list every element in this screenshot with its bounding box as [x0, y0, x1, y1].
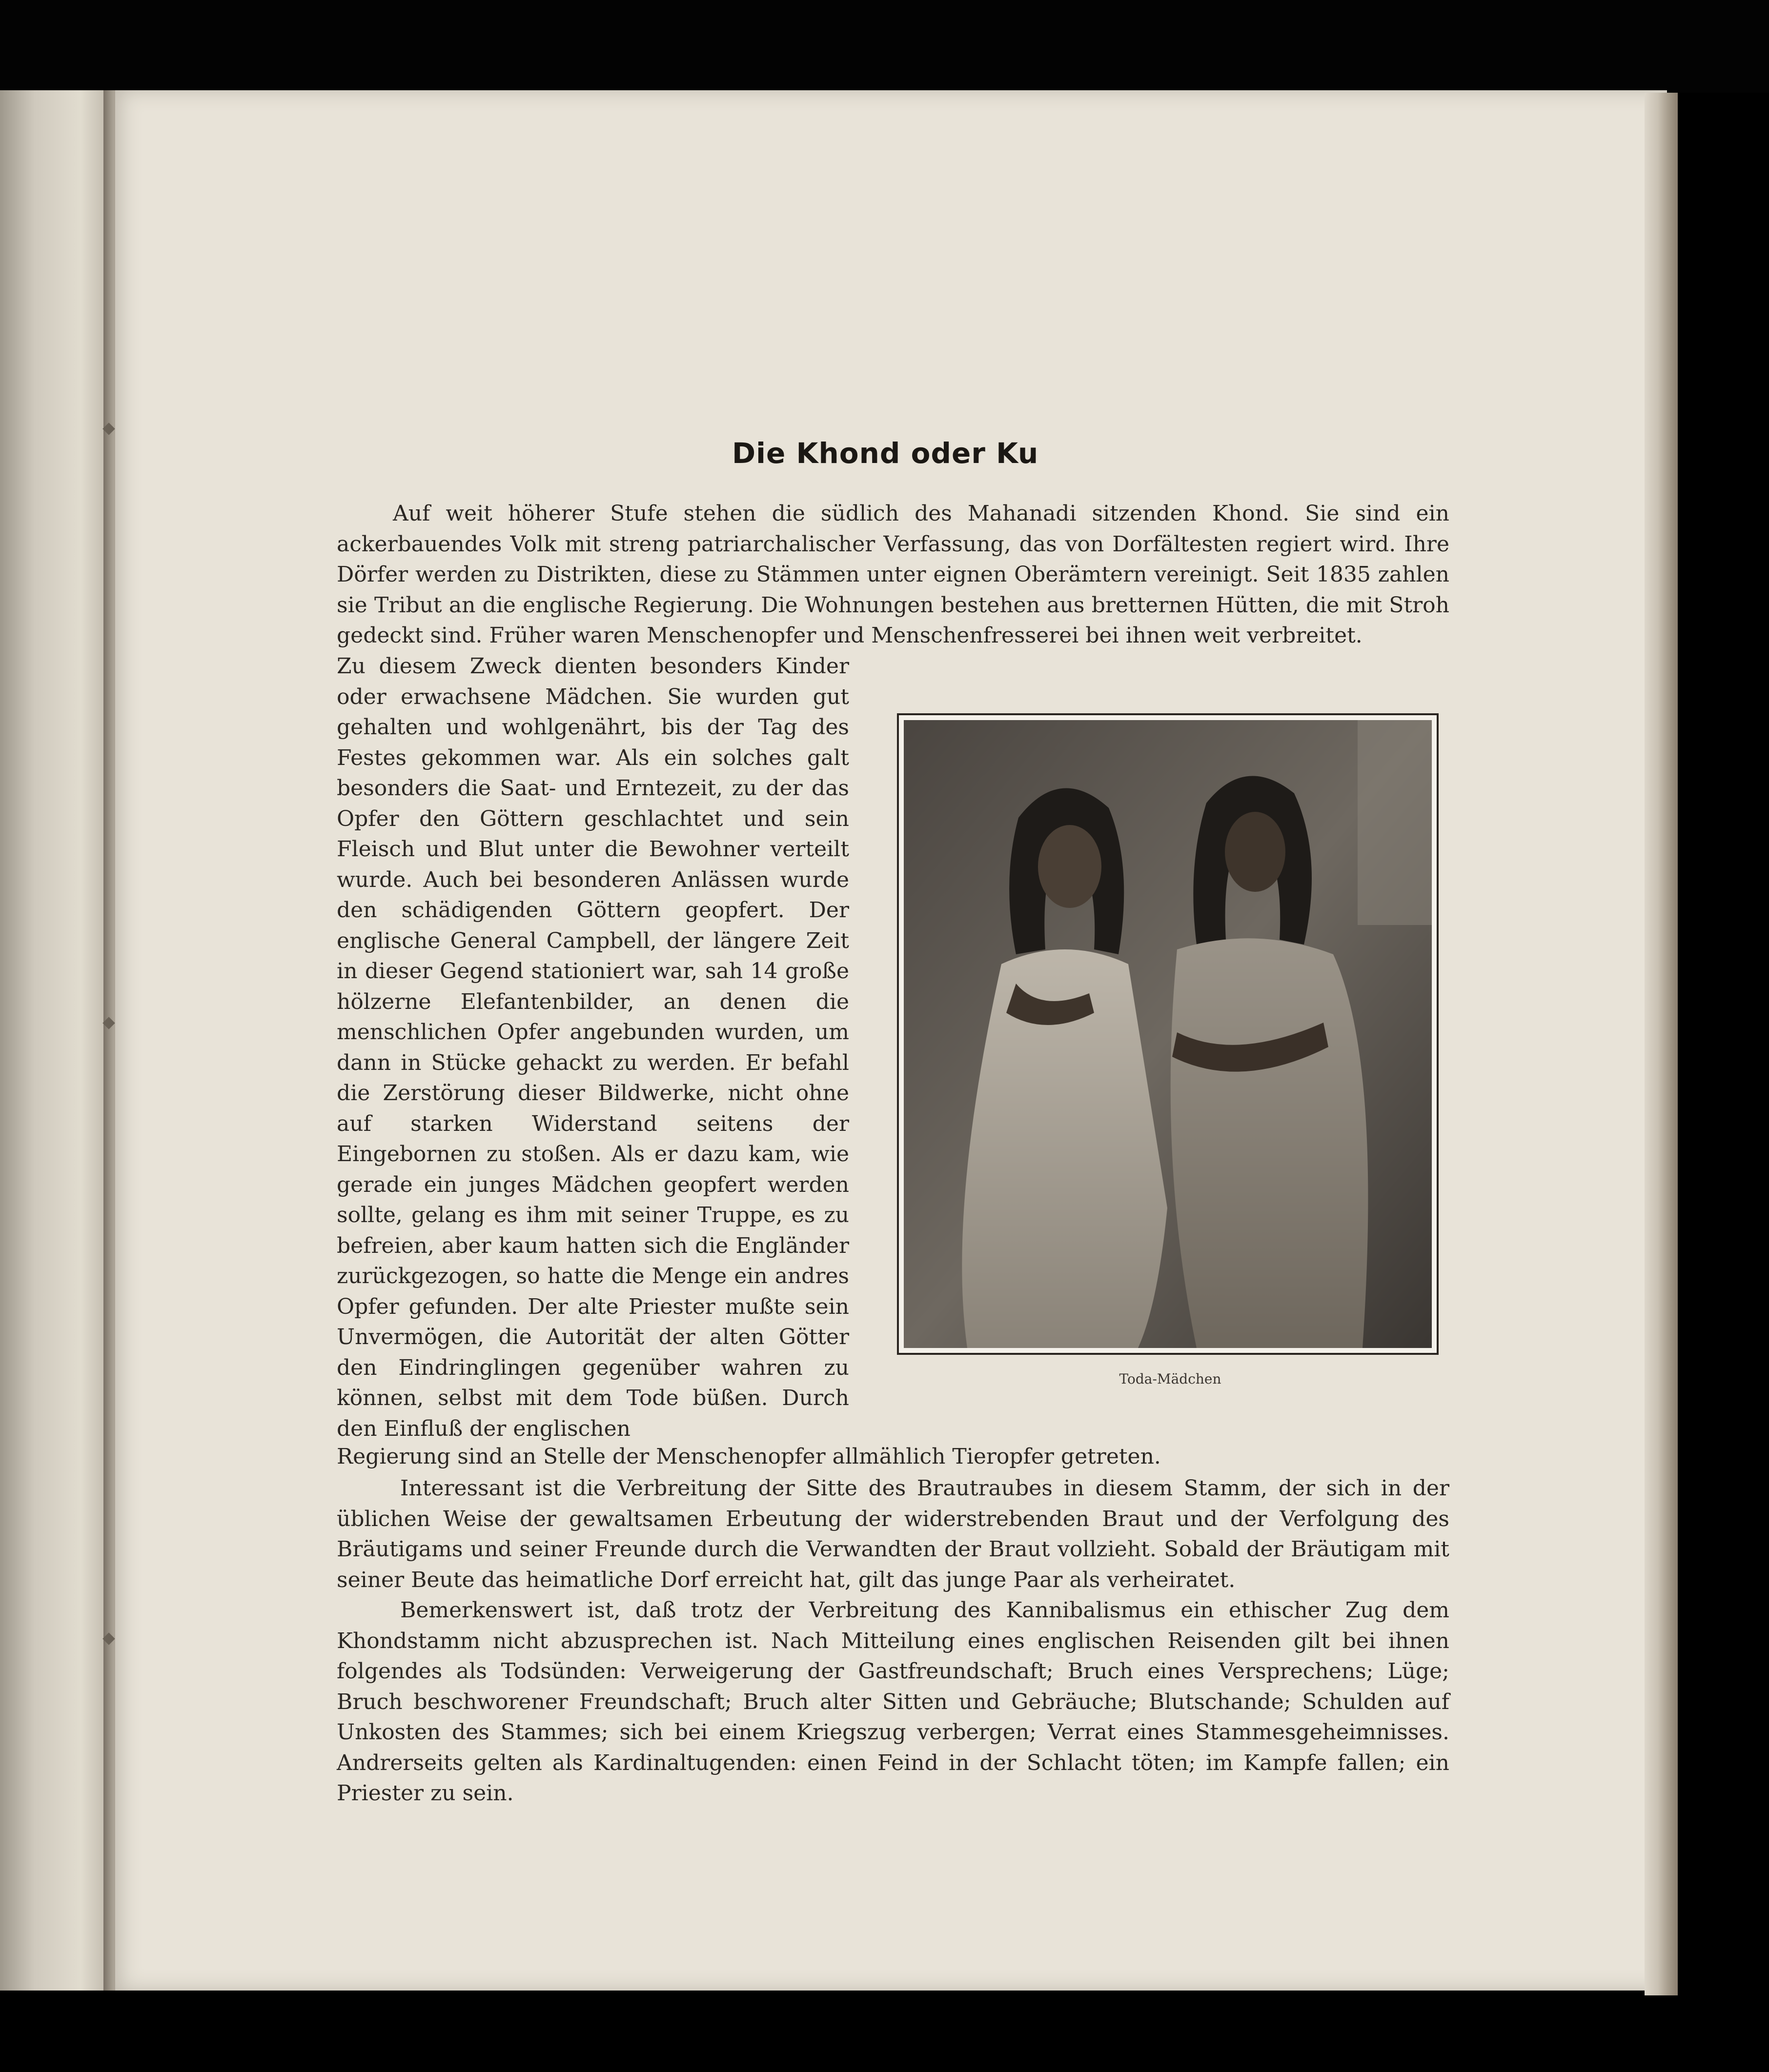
paragraph-intro: Auf weit höherer Stufe stehen die südlich des Mahanadi sitzenden Khond. Sie sind ein ackerbauendes Volk mit streng patriarchalischer Verfassung, das von Dorfältesten regiert wird. Ihre Dörfer werden zu Distrikten, diese zu Stämmen unter eignen Oberämtern vereinigt. Seit 1835 zahlen sie Tribut an die englische Regierung. Die Wohnungen bestehen aus bretternen Hütten, die mit Stroh gedeckt sind. Früher waren Menschenopfer und Menschenfresserei bei ihnen weit verbreitet. [337, 501, 1449, 648]
left-page-edge [0, 90, 115, 1991]
figure-caption: Toda-Mädchen [1119, 1371, 1221, 1387]
paragraph-ethics: Bemerkenswert ist, daß trotz der Verbreitung des Kannibalismus ein ethischer Zug dem Khondstamm nicht abzusprechen ist. Nach Mitteilung eines englischen Reisenden gilt bei ihnen folgendes als Todsünden: Verweigerung der Gastfreundschaft; Bruch eines Versprechens; Lüge; Bruch beschworener Freundschaft; Bruch alter Sitten und Gebräuche; Blutschande; Schulden auf Unkosten des Stammes; sich bei einem Kriegszug verbergen; Verrat eines Stammesgeheimnisses. Andrerseits gelten als Kardinaltugenden: einen Feind in der Schlacht töten; im Kampfe fallen; ein Priester zu sein. [337, 1598, 1449, 1806]
photograph-two-girls-icon [904, 720, 1432, 1348]
figure-frame [897, 713, 1439, 1355]
page-edge [1645, 93, 1678, 1995]
paragraph-brautraub: Interessant ist die Verbreitung der Sitte des Brautraubes in diesem Stamm, der sich in der üblichen Weise der gewaltsamen Erbeutung der widerstrebenden Braut und der Verfolgung des Bräutigams und seiner Freunde durch die Verwandten der Braut vollzieht. Sobald der Bräutigam mit seiner Beute das heimatliche Dorf erreicht hat, gilt das junge Paar als verheiratet. [337, 1476, 1449, 1592]
paragraph-column-text: Zu diesem Zweck dienten besonders Kinder oder erwachsene Mädchen. Sie wurden gut gehalten und wohlgenährt, bis der Tag des Festes gekommen war. Als ein solches galt besonders die Saat- und Erntezeit, zu der das Opfer den Göttern geschlachtet und sein Fleisch und Blut unter die Bewohner verteilt wurde. Auch bei besonderen Anlässen wurde den schädigenden Göttern geopfert. Der englische General Campbell, der längere Zeit in dieser Gegend stationiert war, sah 14 große hölzerne Elefantenbilder, an denen die menschlichen Opfer angebunden wurden, um dann in Stücke gehackt zu werden. Er befahl die Zerstörung dieser Bildwerke, nicht ohne auf starken Widerstand seitens der Eingebornen zu stoßen. Als er dazu kam, wie gerade ein junges Mädchen geopfert werden sollte, gelang es ihm mit seiner Truppe, es zu befreien, aber kaum hatten sich die Engländer zurückgezogen, so hatte die Menge ein andres Opfer gefunden. Der alte Priester mußte sein Unvermögen, die Autorität der alten Götter den Eindringlingen gegenüber wahren zu können, selbst mit dem Tode büßen. Durch den Einfluß der englischen [337, 654, 849, 1441]
scan-background [0, 0, 1769, 93]
paragraph-intro-end: Regierung sind an Stelle der Menschenopfer allmählich Tieropfer getreten. [337, 1444, 1161, 1469]
page-title: Die Khond oder Ku [732, 437, 1039, 470]
